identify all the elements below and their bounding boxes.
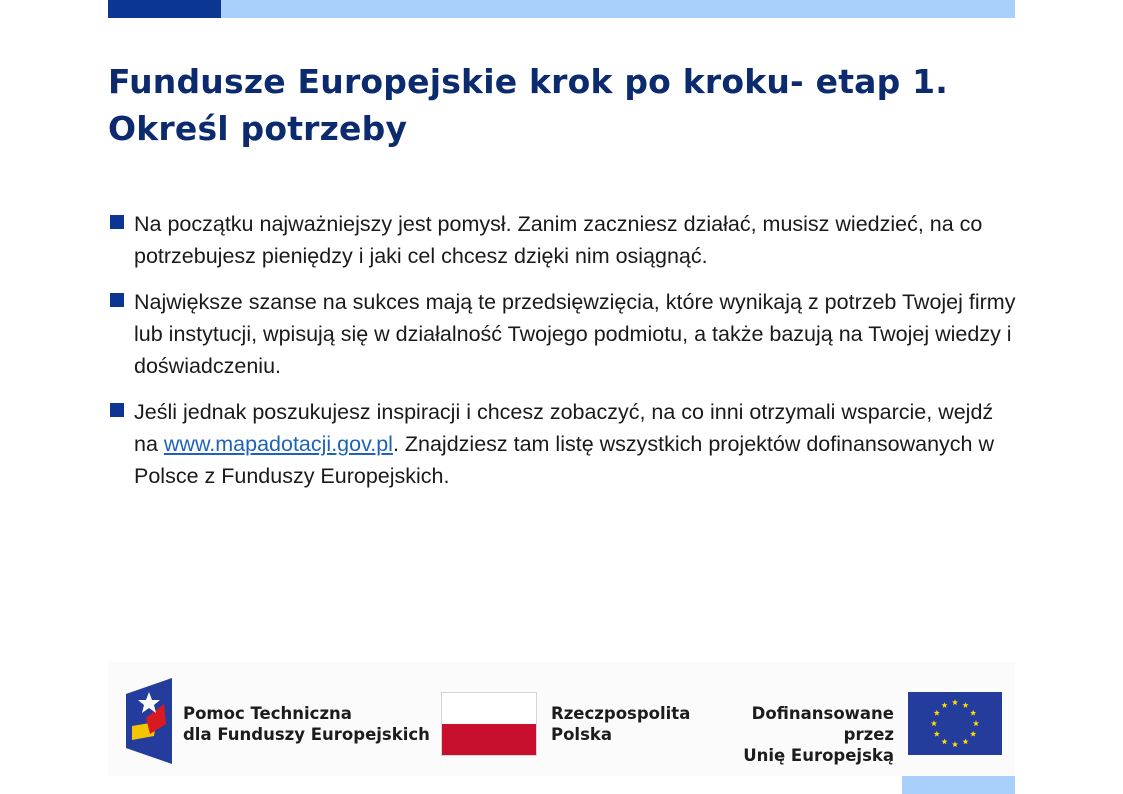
- bullet-item-1: [108, 208, 1023, 272]
- bullet-text: Na początku najważniejszy jest pomysł. Zanim zaczniesz działać, musisz wiedzieć, na co potrzebujesz pieniędzy i jaki cel chcesz dzięki nim osiągnąć.: [134, 212, 983, 268]
- bullet-text-before-link: Jeśli jednak poszukujesz inspiracji i chcesz zobaczyć, na co inni otrzymali wsparcie, wejdź na: [134, 400, 994, 456]
- square-bullet-icon: [110, 215, 124, 229]
- footer-logos: [108, 662, 1015, 776]
- fundusze-europejskie-logo-icon: [126, 678, 172, 764]
- eu-label: Dofinansowane przez Unię Europejską: [743, 704, 894, 765]
- top-accent-bar-dark: [108, 0, 221, 18]
- square-bullet-icon: [110, 403, 124, 417]
- poland-flag-icon: [441, 692, 537, 756]
- bullet-item-2: [108, 286, 1023, 382]
- square-bullet-icon: [110, 293, 124, 307]
- bullet-item-3: [108, 396, 1023, 492]
- bottom-accent-bar-light: [902, 776, 1015, 794]
- eu-flag-icon: [908, 692, 1002, 755]
- bullet-text: Największe szanse na sukces mają te przedsięwzięcia, które wynikają z potrzeb Twojej firmy lub instytucji, wpisują się w działalność Twojego podmiotu, a także bazują na Twojej wiedzy i doświadczeniu.: [134, 290, 1016, 378]
- pl-label: Rzeczpospolita Polska: [551, 704, 691, 744]
- top-accent-bar-light: [221, 0, 1015, 18]
- bullet-list: [108, 208, 1023, 506]
- bullet-text-after-link: . Znajdziesz tam listę wszystkich projektów dofinansowanych w Polsce z Funduszy Europejskich.: [134, 432, 994, 488]
- page-title: Fundusze Europejskie krok po kroku- etap 1. Określ potrzeby: [108, 62, 949, 148]
- fe-label: Pomoc Techniczna dla Funduszy Europejskich: [183, 704, 430, 744]
- mapadotacji-link[interactable]: www.mapadotacji.gov.pl: [163, 432, 393, 456]
